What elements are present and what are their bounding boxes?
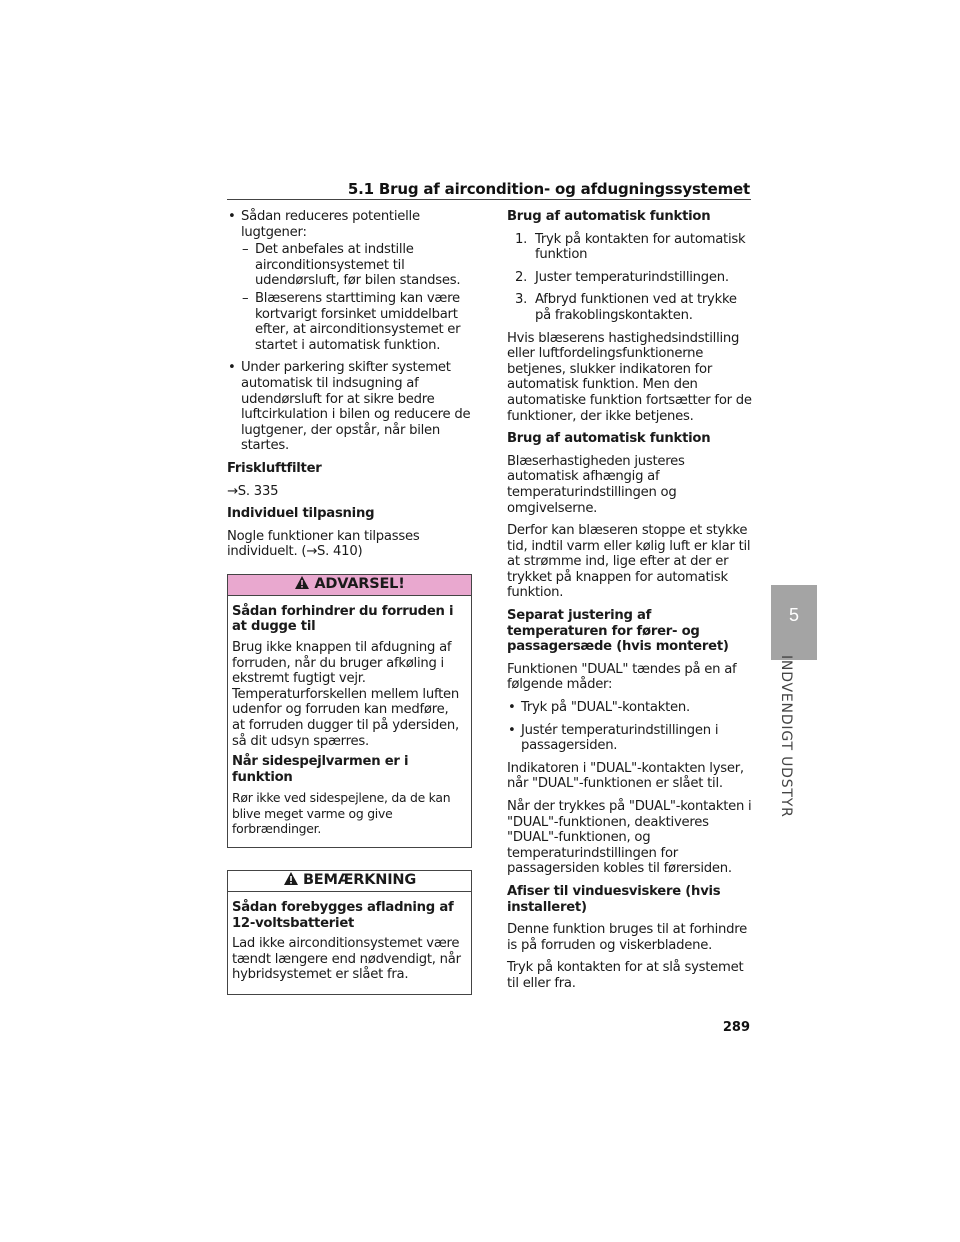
filter-page-reference[interactable]: →S. 335 xyxy=(227,483,279,499)
warning-title: ADVARSEL! xyxy=(314,576,405,593)
step-item xyxy=(515,270,753,286)
dual-intro: Funktionen "DUAL" tændes på en af følgende måder: xyxy=(507,661,737,693)
step-number: 1. xyxy=(515,231,528,247)
chapter-tab[interactable] xyxy=(771,585,817,660)
notice-title: BEMÆRKNING xyxy=(302,872,417,889)
warning-text: Rør ikke ved sidespejlene, da de kan blive meget varme og give forbrændinger. xyxy=(232,790,451,836)
chapter-number: 5 xyxy=(788,605,799,625)
fan-text: Derfor kan blæseren stoppe et stykke tid, indtil varm eller kølig luft er klar til at strømme ind, lige efter at der er trykket på knappen for automatisk funktion. xyxy=(507,523,751,601)
section-header-title: 5.1 Brug af aircondition- og afdugningssystemet xyxy=(347,180,750,198)
step-item xyxy=(515,232,753,263)
heading-individual: Individuel tilpasning xyxy=(227,506,375,522)
heading-dual: Separat justering af temperaturen for fører- og passagersæde (hvis monteret) xyxy=(507,608,729,655)
step-text: Juster temperaturindstillingen. xyxy=(535,269,729,285)
heading-filter: Friskluftfilter xyxy=(227,460,322,476)
warning-subheading: Når sidespejlvarmen er i funktion xyxy=(232,754,409,785)
step-text: Tryk på kontakten for automatisk funktion xyxy=(535,231,746,263)
auto-text: Hvis blæserens hastighedsindstilling eller luftfordelingsfunktionerne betjenes, slukker indikatoren for automatisk funktion. Men den automatiske funktion fortsætter for de funktioner, der ikke betjenes. xyxy=(507,330,752,424)
notice-text: Lad ikke airconditionsystemet være tændt længere end nødvendigt, når hybridsystemet er slået fra. xyxy=(232,936,461,983)
dual-text: Indikatoren i "DUAL"-kontakten lyser, når "DUAL"-funktionen er slået til. xyxy=(507,760,744,792)
right-column xyxy=(507,209,753,999)
warning-header xyxy=(228,575,471,596)
step-number: 3. xyxy=(515,292,528,308)
wiper-text: Tryk på kontakten for at slå systemet til eller fra. xyxy=(507,960,744,991)
warning-triangle-icon xyxy=(294,575,310,595)
dual-text: Når der trykkes på "DUAL"-kontakten i "DUAL"-funktionen, deaktiveres "DUAL"-funktionen, og temperaturindstillingen for passagersiden kobles til førersiden. xyxy=(507,799,752,877)
bullet-text: Sådan reduceres potentielle lugtgener: xyxy=(241,209,420,240)
dash-item: – Blæserens starttiming kan være kortvarigt forsinket umiddelbart efter, at airconditionsystemet er startet i automatisk funktion. xyxy=(227,291,472,353)
heading-auto: Brug af automatisk funktion xyxy=(507,431,711,447)
list-item: • Tryk på "DUAL"-kontakten. xyxy=(507,700,753,716)
notice-subheading: Sådan forebygges afladning af 12-voltsbatteriet xyxy=(232,900,454,931)
wiper-text: Denne funktion bruges til at forhindre is på forruden og viskerbladene. xyxy=(507,922,747,953)
list-item: • Justér temperaturindstillingen i passagersiden. xyxy=(507,723,753,754)
heading-wiper: Afiser til vinduesviskere (hvis installeret) xyxy=(507,883,721,915)
individual-text: Nogle funktioner kan tilpasses individuelt. (→S. 410) xyxy=(227,528,420,560)
left-column xyxy=(227,209,472,995)
page-number: 289 xyxy=(722,1020,750,1035)
warning-triangle-icon xyxy=(283,871,299,891)
header-rule xyxy=(227,199,751,200)
step-item xyxy=(515,292,753,323)
chapter-label: INDVENDIGT UDSTYR xyxy=(778,655,794,818)
list-item: • Under parkering skifter systemet automatisk til indsugning af udendørsluft for at sikre bedre luftcirkulation i bilen og reducere de lugtgener, der opstår, når bilen startes. xyxy=(227,360,472,454)
step-text: Afbryd funktionen ved at trykke på frakoblingskontakten. xyxy=(535,292,737,323)
warning-box xyxy=(227,574,472,848)
list-item xyxy=(227,209,472,353)
notice-header xyxy=(228,871,471,892)
notice-box xyxy=(227,870,472,995)
warning-text: Brug ikke knappen til afdugning af forruden, når du bruger afkøling i ekstremt fugtigt vejr. Temperaturforskellen mellem luften udenfor og forruden kan medføre, at forruden dugger til på ydersiden, så dit udsyn spærres. xyxy=(232,640,459,749)
step-number: 2. xyxy=(515,269,528,285)
heading-auto: Brug af automatisk funktion xyxy=(507,209,711,224)
warning-subheading: Sådan forhindrer du forruden i at dugge til xyxy=(232,603,454,635)
fan-text: Blæserhastigheden justeres automatisk afhængig af temperaturindstillingen og omgivelserne. xyxy=(507,453,685,516)
dash-item: – Det anbefales at indstille airconditionsystemet til udendørsluft, før bilen standses. xyxy=(227,242,472,289)
